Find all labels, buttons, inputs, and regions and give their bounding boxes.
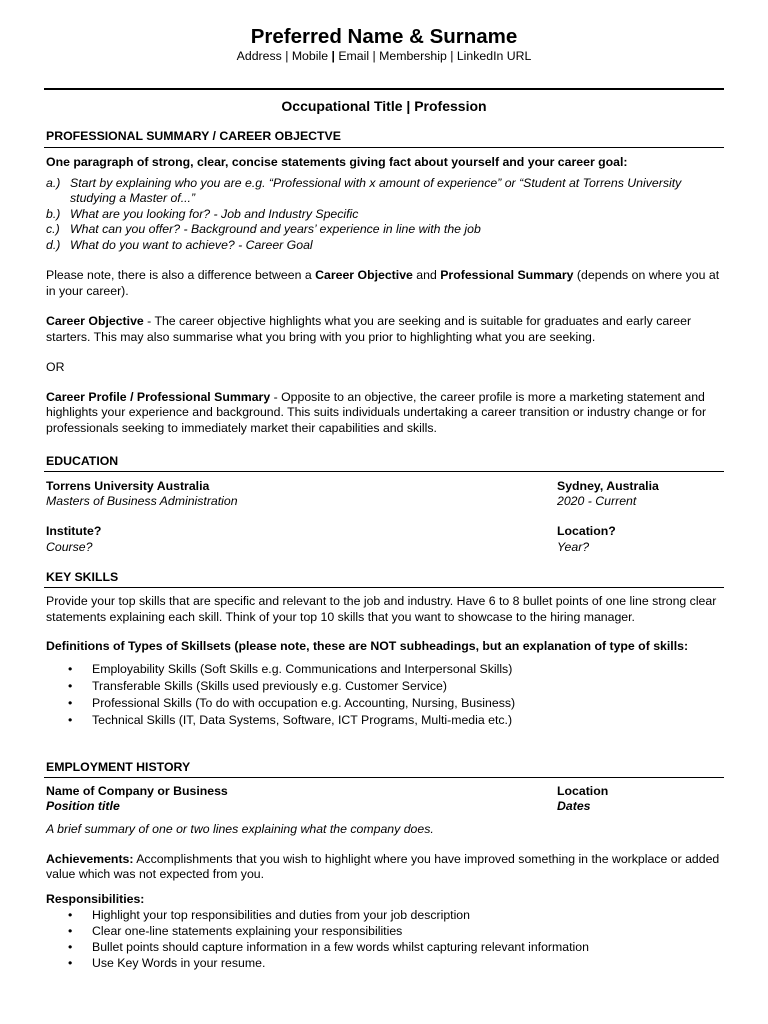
education-heading: EDUCATION: [46, 454, 119, 468]
education-course: Masters of Business Administration: [46, 494, 238, 508]
employment-section: [46, 822, 726, 971]
responsibility-item: • Bullet points should capture information in a few words whilst capturing relevant information: [68, 940, 589, 954]
career-profile: Career Profile / Professional Summary - Opposite to an objective, the career profile is more a marketing statement and highlights your experience and background. This suits individuals undertaking a career transition or industry change or for professionals seeking to immediately market their capabilities and skills.: [46, 389, 707, 435]
summary-point: d.) What do you want to achieve? - Career Goal: [46, 237, 313, 252]
skill-item: • Transferable Skills (Skills used previously e.g. Customer Service): [68, 678, 447, 693]
summary-note: Please note, there is also a difference between a Career Objective and Professional Summary (depends on where you at in your career).: [46, 268, 720, 298]
company-name: Name of Company or Business: [46, 784, 228, 798]
responsibility-item: • Highlight your top responsibilities and duties from your job description: [68, 908, 470, 922]
skill-item: • Employability Skills (Soft Skills e.g. Communications and Interpersonal Skills): [68, 661, 513, 676]
summary-section: [46, 155, 726, 436]
education-institution: Torrens University Australia: [46, 479, 210, 493]
summary-point: c.) What can you offer? - Background and years’ experience in line with the job: [46, 222, 481, 236]
summary-heading: PROFESSIONAL SUMMARY / CAREER OBJECTVE: [46, 129, 341, 143]
education-institution: Institute?: [46, 524, 102, 538]
contact-membership: Membership: [379, 49, 447, 63]
candidate-name: Preferred Name & Surname: [250, 25, 518, 48]
company-summary: A brief summary of one or two lines explaining what the company does.: [46, 822, 434, 836]
position-title: Position title: [46, 799, 120, 813]
summary-points: [46, 176, 726, 254]
summary-point: b.) What are you looking for? - Job and Industry Specific: [46, 206, 359, 221]
contact-address: Address: [236, 49, 282, 63]
responsibilities-list: [46, 907, 726, 971]
education-location: Location?: [557, 524, 616, 538]
summary-intro: One paragraph of strong, clear, concise statements giving fact about yourself and your career goal:: [46, 155, 628, 169]
career-objective: Career Objective - The career objective highlights what you are seeking and is suitable for graduates and early career starters. This may also summarise what you bring with you prior to highlighting what you are seeking.: [46, 314, 692, 344]
skills-rule: [44, 587, 724, 588]
skill-item: • Technical Skills (IT, Data Systems, Software, ICT Programs, Multi-media etc.): [68, 712, 513, 727]
contact-line: Address | Mobile | Email | Membership | LinkedIn URL: [236, 49, 532, 63]
skills-heading: KEY SKILLS: [46, 570, 119, 584]
contact-email: Email: [338, 49, 370, 63]
skill-item: • Professional Skills (To do with occupation e.g. Accounting, Nursing, Business): [68, 695, 516, 710]
skills-definitions: Definitions of Types of Skillsets (please note, these are NOT subheadings, but an explanation of type of skills:: [46, 639, 689, 653]
responsibility-item: • Use Key Words in your resume.: [68, 956, 266, 970]
summary-point: a.) Start by explaining who you are e.g. “Professional with x amount of experience” or “Student at Torrens University studying a Master of...”: [46, 175, 682, 205]
contact-mobile: Mobile: [291, 49, 329, 63]
responsibility-item: • Clear one-line statements explaining your responsibilities: [68, 924, 403, 938]
skills-section: [46, 594, 726, 729]
employment-rule: [44, 777, 724, 778]
education-year: Year?: [557, 540, 590, 554]
skills-intro: Provide your top skills that are specific and relevant to the job and industry. Have 6 to 8 bullet points of one line strong clear statements explaining each skill. Think of your top 10 skills that you want to showcase to the hiring manager.: [46, 594, 717, 624]
employment-heading: EMPLOYMENT HISTORY: [46, 760, 191, 774]
header-divider: [44, 88, 724, 90]
education-year: 2020 - Current: [557, 494, 637, 508]
employment-location: Location: [557, 784, 609, 798]
occupational-title: Occupational Title | Profession: [281, 98, 487, 114]
summary-rule: [44, 147, 724, 148]
or-separator: OR: [46, 360, 65, 374]
education-rule: [44, 471, 724, 472]
education-location: Sydney, Australia: [557, 479, 659, 493]
education-course: Course?: [46, 540, 93, 554]
achievements: Achievements: Accomplishments that you wish to highlight where you have improved something in the workplace or added value which was not expected from you.: [46, 851, 720, 881]
responsibilities-label: Responsibilities:: [46, 891, 145, 906]
employment-dates: Dates: [557, 799, 591, 813]
skills-list: [46, 661, 726, 729]
contact-linkedin: LinkedIn URL: [456, 49, 532, 63]
